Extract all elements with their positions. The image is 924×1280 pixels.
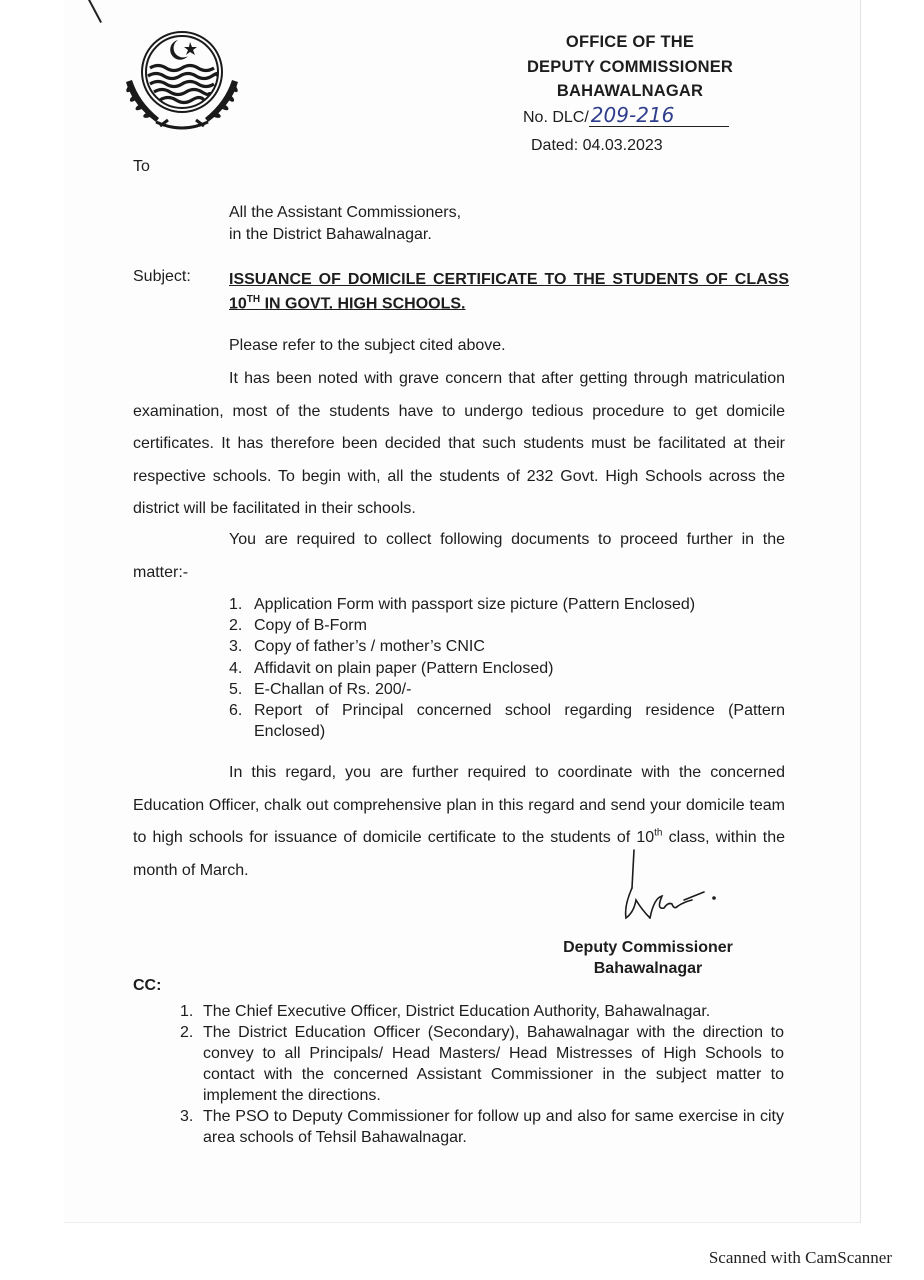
- list-item: [229, 594, 785, 615]
- list-item: [229, 636, 785, 657]
- signatory-location: Bahawalnagar: [593, 960, 703, 977]
- list-item: [229, 679, 785, 700]
- office-line-3: BAHAWALNAGAR: [556, 82, 704, 100]
- body-paragraph-1: Please refer to the subject cited above.: [229, 337, 506, 354]
- list-item-text: The PSO to Deputy Commissioner for follow up and also for same exercise in city area schools of Tehsil Bahawalnagar.: [203, 1108, 784, 1146]
- paragraph-4-part-1: In this regard, you are further required to coordinate with the concerned Education Officer, chalk out comprehensive plan in this regard and send your domicile team to high schools for issuance of domicile certificate to the students of 10: [133, 764, 785, 846]
- list-item-text: E-Challan of Rs. 200/-: [254, 680, 412, 698]
- subject-superscript: TH: [246, 294, 261, 305]
- government-emblem-icon: [120, 26, 248, 134]
- list-item-number: 2.: [229, 617, 243, 635]
- list-item-number: 3.: [229, 638, 243, 656]
- list-item-number: 4.: [229, 659, 243, 677]
- addressee-block: [229, 202, 461, 246]
- paragraph-4-superscript: th: [654, 827, 663, 839]
- paragraph-4-part-2: class, within the month of March.: [133, 829, 785, 879]
- list-item: [180, 1106, 784, 1148]
- cc-label: CC:: [133, 977, 162, 994]
- letter-date: Dated: 04.03.2023: [531, 137, 663, 154]
- office-heading: [500, 30, 760, 104]
- list-item-number: 1.: [229, 596, 243, 613]
- list-item: [229, 658, 785, 679]
- reference-prefix: No. DLC/: [523, 109, 589, 126]
- addressee-line-1: All the Assistant Commissioners,: [229, 204, 462, 221]
- list-item-text: The Chief Executive Officer, District Education Authority, Bahawalnagar.: [203, 1003, 711, 1020]
- list-item: [229, 700, 785, 742]
- office-line-2: DEPUTY COMMISSIONER: [526, 57, 734, 76]
- cc-list: [180, 1001, 784, 1148]
- subject-text: [229, 270, 789, 314]
- reference-number: [523, 104, 729, 127]
- subject-text-part-1: ISSUANCE OF DOMICILE CERTIFICATE TO THE STUDENTS OF CLASS 10: [229, 271, 789, 313]
- reference-handwritten-number: 209-216: [589, 104, 729, 127]
- addressee-line-2: in the District Bahawalnagar.: [229, 226, 432, 243]
- list-item-number: 3.: [180, 1108, 194, 1125]
- list-item: [229, 615, 785, 636]
- list-item: [180, 1001, 784, 1022]
- list-item-text: Copy of father’s / mother’s CNIC: [254, 638, 485, 656]
- office-line-1: OFFICE OF THE: [565, 33, 695, 51]
- to-label: To: [133, 158, 150, 175]
- list-item-text: Report of Principal concerned school regarding residence (Pattern Enclosed): [254, 702, 785, 741]
- signatory-block: [548, 937, 748, 979]
- list-item-number: 2.: [180, 1024, 194, 1041]
- scanner-watermark: Scanned with CamScanner: [708, 1248, 892, 1267]
- list-item: [180, 1022, 784, 1106]
- required-documents-list: [229, 594, 785, 742]
- list-item-text: The District Education Officer (Secondary), Bahawalnagar with the direction to convey to all Principals/ Head Masters/ Head Mistresses of High Schools to contact with the concerned Assistant Commissioner in the subject matter to implement the directions.: [203, 1024, 784, 1104]
- body-paragraph-3: You are required to collect following documents to proceed further in the matter:-: [133, 531, 785, 581]
- list-item-text: Affidavit on plain paper (Pattern Enclosed): [254, 659, 554, 677]
- list-item-number: 1.: [180, 1003, 194, 1020]
- subject-label: Subject:: [133, 268, 191, 285]
- list-item-text: Copy of B-Form: [254, 617, 367, 635]
- list-item-number: 6.: [229, 702, 243, 720]
- list-item-number: 5.: [229, 680, 243, 698]
- signatory-designation: Deputy Commissioner: [563, 939, 733, 956]
- handwritten-signature: [612, 848, 722, 928]
- body-paragraph-2: It has been noted with grave concern that after getting through matriculation examination, most of the students have to undergo tedious procedure to get domicile certificates. It has therefore been decided that such students must be facilitated at their respective schools. To begin with, all the students of 232 Govt. High Schools across the district will be facilitated in their schools.: [133, 370, 785, 517]
- list-item-text: Application Form with passport size picture (Pattern Enclosed): [254, 596, 696, 613]
- subject-text-part-2: IN GOVT. HIGH SCHOOLS.: [260, 295, 466, 313]
